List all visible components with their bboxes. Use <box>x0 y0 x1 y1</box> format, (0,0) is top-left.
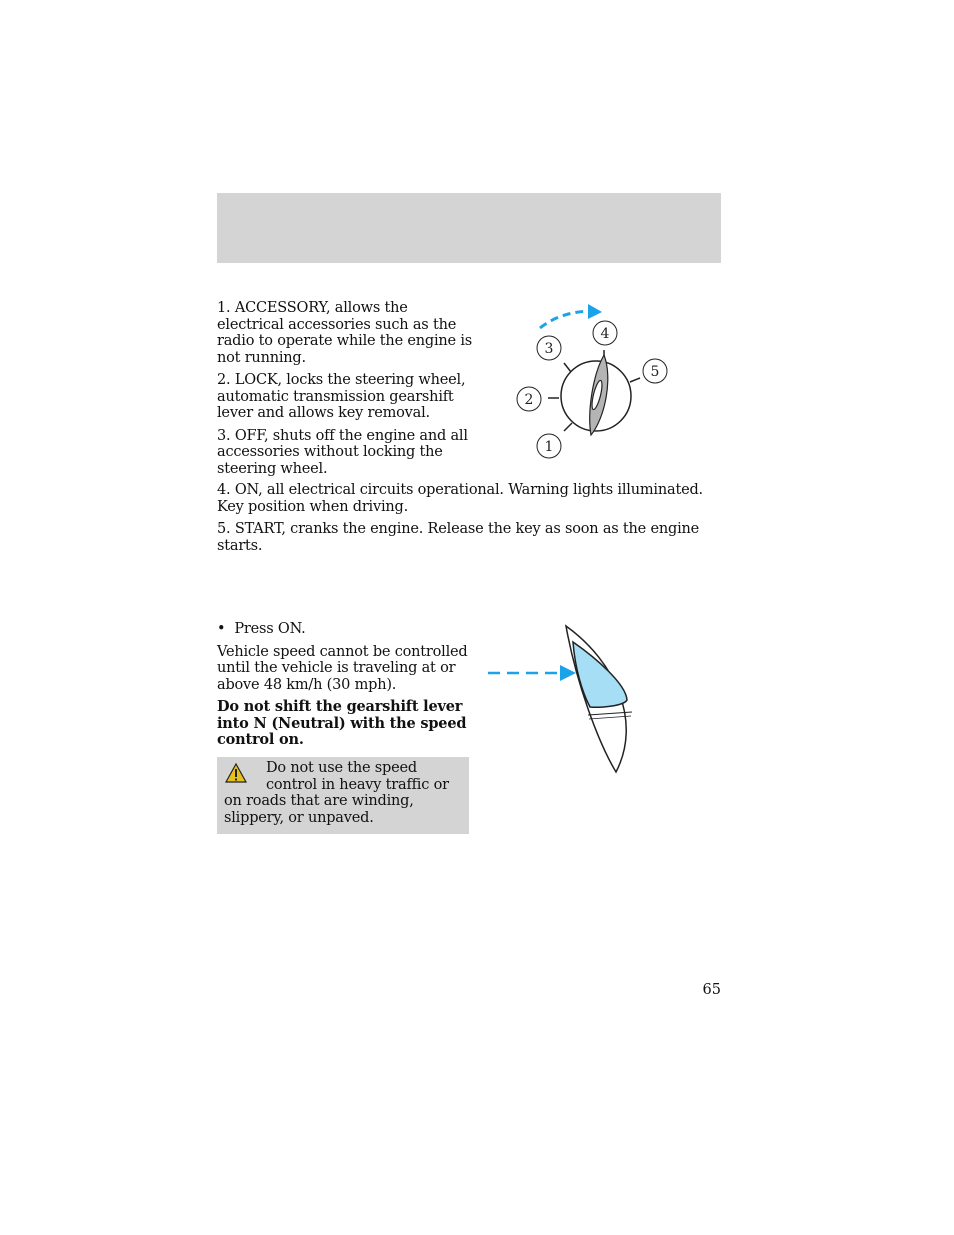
bullet-item <box>217 621 472 638</box>
warning-box <box>217 757 469 834</box>
ignition-switch-diagram <box>505 300 680 465</box>
speed-control-text <box>217 621 472 755</box>
section-header-band <box>217 193 721 263</box>
ignition-item-lock: 2. LOCK, locks the steering wheel, automatic transmission gearshift lever and allows key removal. <box>217 372 466 421</box>
warning-text: Do not use the speed control in heavy traffic or on roads that are winding, slippery, or unpaved. <box>224 760 449 826</box>
speed-bold-note: Do not shift the gearshift lever into N (Neutral) with the speed control on. <box>217 698 467 748</box>
diagram-label-1: 1 <box>544 439 554 455</box>
ignition-item-accessory: 1. ACCESSORY, allows the electrical accessories such as the radio to operate while the engine is not running. <box>217 300 473 366</box>
ignition-positions-column <box>217 300 472 483</box>
diagram-label-2: 2 <box>524 392 534 408</box>
rotation-arrow-head <box>588 304 602 319</box>
page-number: 65 <box>702 982 721 998</box>
diagram-label-3: 3 <box>544 341 554 357</box>
diagram-label-4: 4 <box>600 326 610 342</box>
speed-control-button-diagram <box>486 622 636 774</box>
ignition-item-off: 3. OFF, shuts off the engine and all accessories without locking the steering wheel. <box>217 427 468 477</box>
pointer-arrow-head <box>560 665 576 681</box>
bullet-symbol: • <box>217 621 226 637</box>
ignition-item-start: 5. START, cranks the engine. Release the key as soon as the engine starts. <box>217 521 700 554</box>
speed-note: Vehicle speed cannot be controlled until the vehicle is traveling at or above 48 km/h (30 mph). <box>217 643 468 693</box>
diagram-label-5: 5 <box>650 364 660 380</box>
warning-text-wrap <box>224 760 462 826</box>
ignition-item-on: 4. ON, all electrical circuits operational. Warning lights illuminated. Key position when driving. <box>217 482 703 515</box>
bullet-text: Press ON. <box>234 621 306 637</box>
on-button <box>573 642 627 707</box>
ignition-positions-wide <box>217 482 721 560</box>
rotation-arrow-line <box>540 311 590 328</box>
